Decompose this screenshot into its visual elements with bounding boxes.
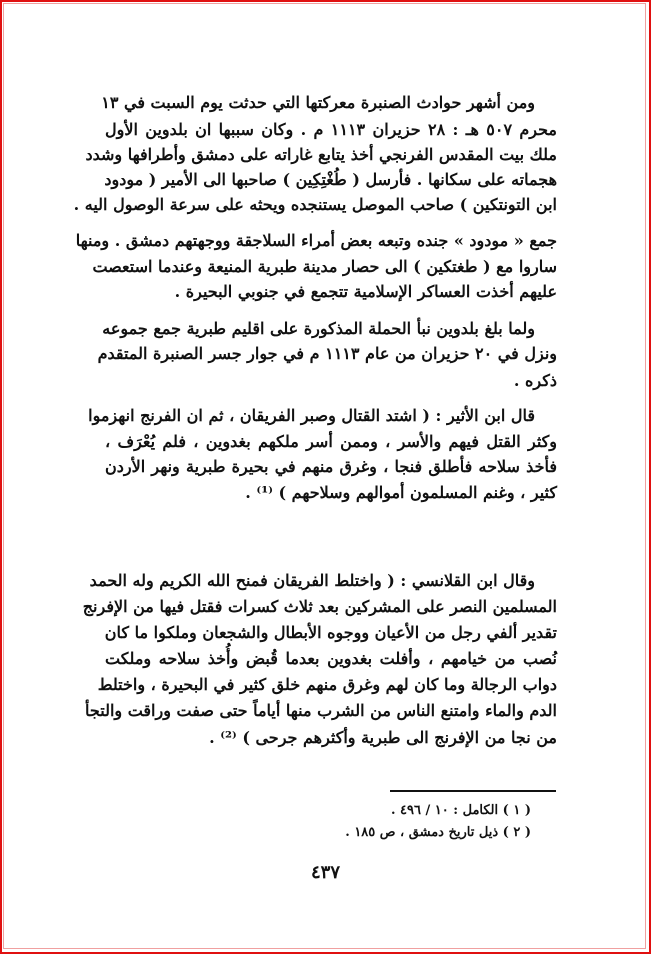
- text-line: كثير ، وغنم المسلمون أموالهم وسلاحهم ) ⁽¹⁾ .: [245, 483, 557, 502]
- footnote-1: ( ١ ) الكامل : ١٠ / ٤٩٦ .: [390, 803, 531, 818]
- text-line: المسلمين النصر على المشركين بعد ثلاث كسرات فقتل فيها من الإفرنج: [82, 597, 557, 616]
- text-line: تقدير ألفي رجل من الأعيان ووجوه الأبطال والشجعان وملكوا ما كان: [104, 623, 557, 642]
- text-line: ذكره .: [513, 371, 557, 390]
- text-line: وكثر القتل فيهم والأسر ، وممن أسر ملكهم بغدوين ، فلم يُعْرَف ،: [105, 432, 557, 451]
- text-line: عليهم أخذت العساكر الإسلامية تتجمع في جنوبي البحيرة .: [174, 282, 557, 301]
- text-line: قال ابن الأثير : ( اشتد القتال وصبر الفريقان ، ثم ان الفرنج انهزموا: [88, 406, 535, 425]
- text-line: الدم والماء وامتنع الناس من الشرب منها أياماً حتى صفت وراقت والتجأ: [85, 701, 557, 720]
- text-line: جمع « مودود » جنده وتبعه بعض أمراء السلاجقة ووجهتهم دمشق . ومنها: [75, 231, 557, 250]
- text-line: هجماته على سكانها . فأرسل ( طُغْتِكِين ) صاحبها الى الأمير ( مودود: [104, 170, 557, 189]
- text-line: من نجا من الإفرنج الى طبرية وأكثرهم جرحى ) ⁽²⁾ .: [209, 728, 557, 747]
- text-line: ومن أشهر حوادث الصنبرة معركتها التي حدثت يوم السبت في ١٣: [101, 93, 535, 112]
- text-line: ساروا مع ( طغتكين ) الى حصار مدينة طبرية المنيعة وعندما استعصت: [92, 257, 557, 276]
- text-line: ونزل في ٢٠ حزيران من عام ١١١٣ م في جوار جسر الصنبرة المتقدم: [97, 344, 557, 363]
- text-line: نُصب من خيامهم ، وأفلت بغدوين بعدما قُبض وأُخذ سلاحه وملكت: [105, 649, 558, 668]
- text-line: ابن التونتكين ) صاحب الموصل يستنجده ويحثه على سرعة الوصول اليه .: [73, 195, 557, 214]
- text-line: محرم ٥٠٧ هـ : ٢٨ حزيران ١١١٣ م . وكان سببها ان بلدوين الأول: [105, 120, 558, 139]
- text-line: دواب الرجالة وما كان لهم وغرق منهم خلق كثير في البحيرة ، واختلط: [97, 675, 557, 694]
- text-line: ملك بيت المقدس الفرنجي أخذ يتابع غاراته على دمشق وأطرافها وشدد: [85, 145, 557, 164]
- text-line: وقال ابن القلانسي : ( واختلط الفريقان فمنح الله الكريم وله الحمد: [89, 571, 535, 590]
- footnote-2: ( ٢ ) ذيل تاريخ دمشق ، ص ١٨٥ .: [345, 825, 531, 840]
- footnote-divider: [390, 790, 556, 792]
- text-line: فأخذ سلاحه فأطلق فنجا ، وغرق منهم في بحيرة طبرية ونهر الأردن: [105, 457, 557, 476]
- page-number: ٤٣٧: [310, 862, 340, 883]
- text-line: ولما بلغ بلدوين نبأ الحملة المذكورة على اقليم طبرية جمع جموعه: [102, 319, 535, 338]
